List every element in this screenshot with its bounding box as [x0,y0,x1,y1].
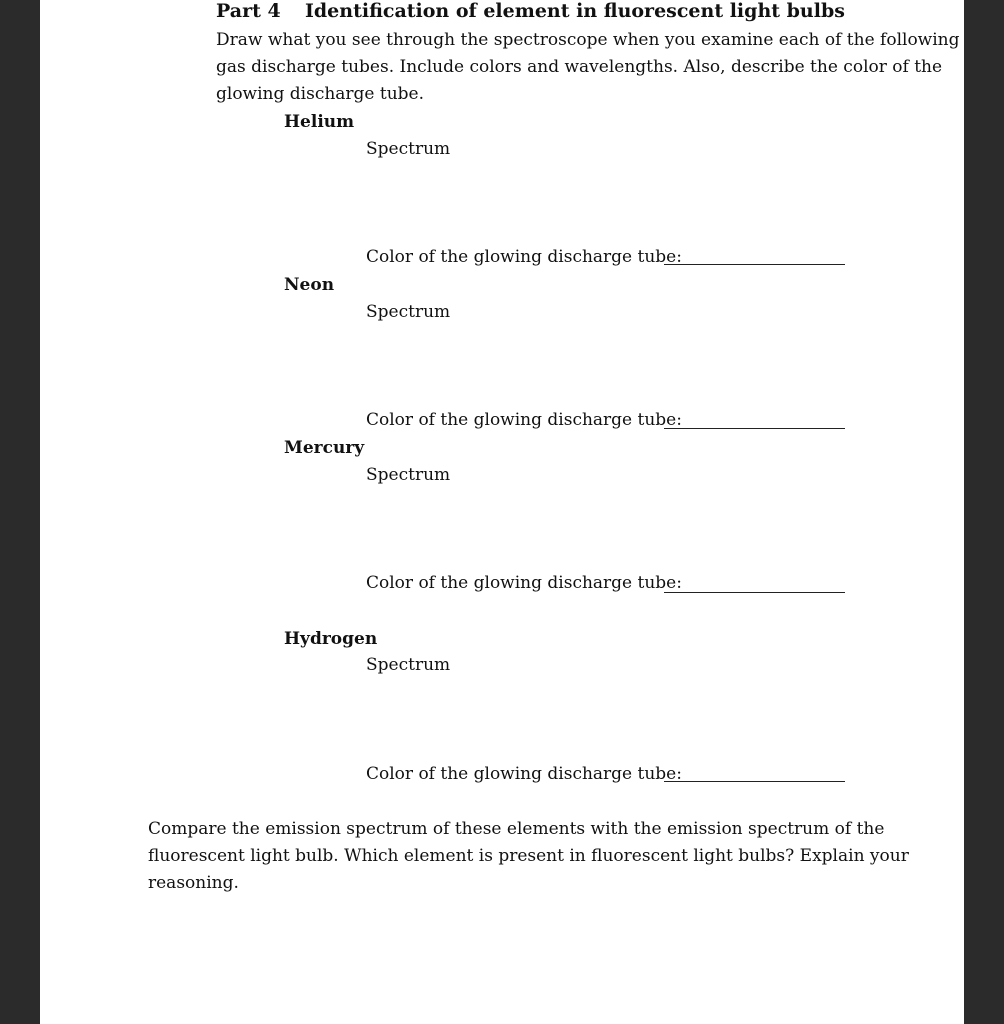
color-prompt-mercury: Color of the glowing discharge tube: [366,573,682,593]
color-answer-line-helium[interactable] [664,264,845,265]
question-line-1: Compare the emission spectrum of these elements with the emission spectrum of the [148,819,885,839]
question-line-3: reasoning. [148,873,239,893]
part-number: Part 4 [216,0,281,22]
instruction-line-2: gas discharge tubes. Include colors and wavelengths. Also, describe the color of the [216,57,943,77]
question-line-2: fluorescent light bulb. Which element is present in fluorescent light bulbs? Explain your [148,846,909,866]
spectrum-label-neon: Spectrum [366,302,451,322]
color-answer-line-mercury[interactable] [664,592,845,593]
element-label-helium: Helium [284,112,355,132]
element-label-hydrogen: Hydrogen [284,629,378,649]
element-label-mercury: Mercury [284,438,365,458]
spectrum-label-hydrogen: Spectrum [366,655,451,675]
color-prompt-helium: Color of the glowing discharge tube: [366,247,682,267]
part-title: Identification of element in fluorescent light bulbs [305,0,845,22]
spectrum-label-helium: Spectrum [366,139,451,159]
element-label-neon: Neon [284,275,335,295]
color-prompt-hydrogen: Color of the glowing discharge tube: [366,764,682,784]
worksheet-page [40,0,964,1024]
color-prompt-neon: Color of the glowing discharge tube: [366,410,682,430]
color-answer-line-neon[interactable] [664,428,845,429]
instruction-line-3: glowing discharge tube. [216,84,425,104]
instruction-line-1: Draw what you see through the spectroscope when you examine each of the following [216,30,960,50]
spectrum-label-mercury: Spectrum [366,465,451,485]
color-answer-line-hydrogen[interactable] [664,781,845,782]
